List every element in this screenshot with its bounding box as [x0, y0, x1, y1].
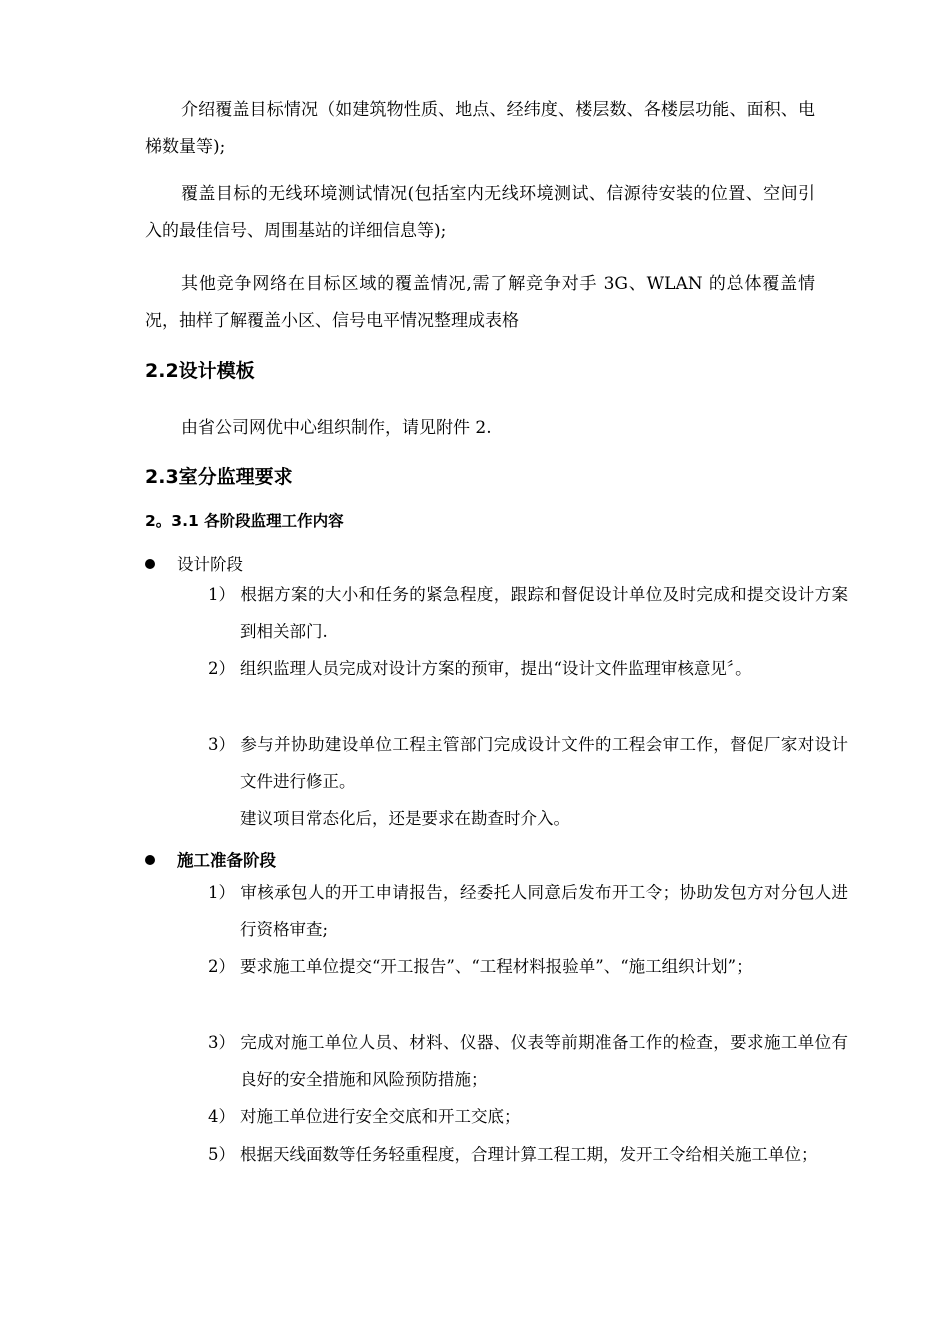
heading-2-3-1: 2。3.1 各阶段监理工作内容: [145, 512, 344, 530]
design-stage-note: 建议项目常态化后，还是要求在勘查时介入。: [240, 809, 570, 828]
list-item: 2） 要求施工单位提交“开工报告”、“工程材料报验单”、“施工组织计划”；: [208, 957, 753, 976]
list-item: 1） 审核承包人的开工申请报告，经委托人同意后发布开工令；协助发包方对分包人进行资格审查;: [208, 883, 848, 939]
list-item: 3） 完成对施工单位人员、材料、仪器、仪表等前期准备工作的检查，要求施工单位有良好的安全措施和风险预防措施；: [208, 1033, 848, 1089]
paragraph-coverage-target: 介绍覆盖目标情况（如建筑物性质、地点、经纬度、楼层数、各楼层功能、面积、电梯数量等);: [145, 100, 815, 157]
bullet-label: 施工准备阶段: [177, 851, 276, 870]
bullet-label: 设计阶段: [177, 555, 243, 574]
paragraph-design-template: 由省公司网优中心组织制作，请见附件 2.: [181, 418, 492, 438]
list-item: 5） 根据天线面数等任务轻重程度，合理计算工程工期，发开工令给相关施工单位；: [208, 1145, 818, 1164]
heading-2-3: 2.3室分监理要求: [145, 466, 293, 488]
bullet-dot-icon: [145, 855, 155, 865]
list-item: 1） 根据方案的大小和任务的紧急程度，跟踪和督促设计单位及时完成和提交设计方案到相关部门.: [208, 585, 848, 641]
bullet-dot-icon: [145, 559, 155, 569]
heading-2-2: 2.2设计模板: [145, 360, 255, 382]
list-item: 2） 组织监理人员完成对设计方案的预审，提出“设计文件监理审核意见〞。: [208, 659, 752, 678]
bullet-construction-prep-stage: [145, 848, 276, 874]
paragraph-competitor-coverage: 其他竞争网络在目标区域的覆盖情况,需了解竞争对手 3G、WLAN 的总体覆盖情况，抽样了解覆盖小区、信号电平情况整理成表格: [145, 274, 815, 331]
bullet-design-stage: [145, 552, 243, 578]
paragraph-wireless-test: 覆盖目标的无线环境测试情况(包括室内无线环境测试、信源待安装的位置、空间引入的最佳信号、周围基站的详细信息等);: [145, 184, 815, 241]
list-item: 4） 对施工单位进行安全交底和开工交底；: [208, 1107, 521, 1126]
list-item: 3） 参与并协助建设单位工程主管部门完成设计文件的工程会审工作，督促厂家对设计文件进行修正。: [208, 735, 848, 791]
